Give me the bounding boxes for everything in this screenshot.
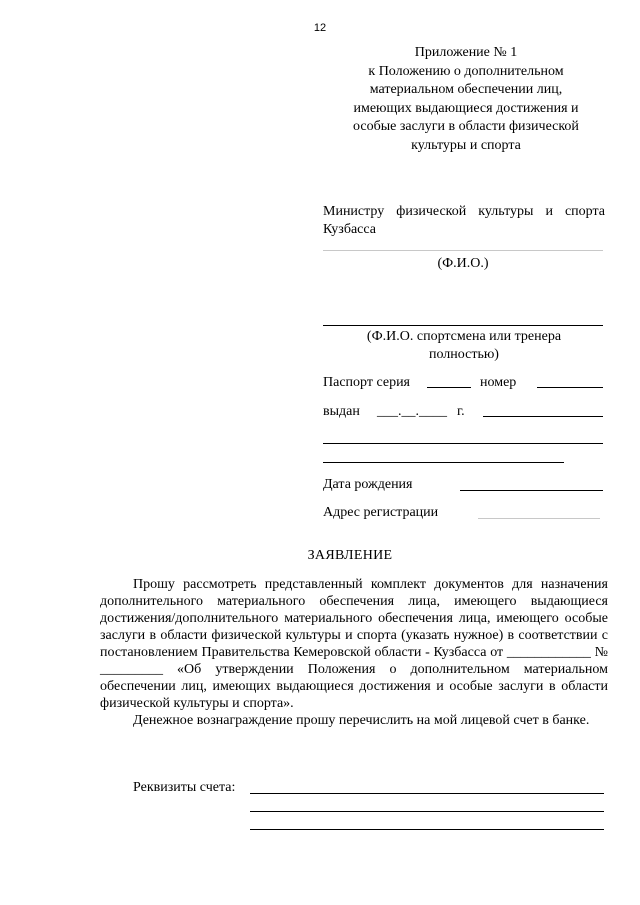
birth-date-label: Дата рождения <box>323 477 413 492</box>
page-number: 12 <box>313 22 327 34</box>
appendix-line: материальном обеспечении лиц, <box>369 82 563 97</box>
statement-title: ЗАЯВЛЕНИЕ <box>307 548 393 563</box>
applicant-fio-line[interactable] <box>323 325 603 326</box>
passport-series-field[interactable] <box>427 387 471 388</box>
applicant-fio-caption: (Ф.И.О. спортсмена или тренера полностью) <box>366 329 562 362</box>
addressee-text: Министру физической культуры и спорта Кузбасса <box>323 204 605 237</box>
statement-paragraph-2: Денежное вознаграждение прошу перечислить на мой лицевой счет в банке. <box>133 713 590 728</box>
issued-date-field[interactable]: ___.__.____ <box>377 404 447 419</box>
birth-date-field[interactable] <box>460 490 603 491</box>
addressee-fio-line[interactable] <box>323 250 603 251</box>
addressee-fio-caption: (Ф.И.О.) <box>437 256 489 271</box>
statement-paragraph-1: Прошу рассмотреть представленный комплект документов для назначения дополнительного материального обеспечения лица, имеющего выдающиеся достижения/дополнительного материального обеспечения лица, имеющего особые заслуги в области физической культуры и спорта (указать нужное) в соответствии с постановлением Правительства Кемеровской области - Кузбасса от ____________ № _________ «Об утверждении Положения о дополнительном материальном обеспечении лиц, имеющих выдающиеся достижения и особые заслуги в области физической культуры и спорта». <box>100 577 608 711</box>
requisites-line-1[interactable] <box>250 793 604 794</box>
issued-by-line-2[interactable] <box>323 462 564 463</box>
requisites-line-3[interactable] <box>250 829 604 830</box>
requisites-label: Реквизиты счета: <box>133 780 236 795</box>
appendix-line: к Положению о дополнительном <box>368 63 564 79</box>
passport-number-field[interactable] <box>537 387 603 388</box>
issued-by-line-1[interactable] <box>323 443 603 444</box>
passport-series-label: Паспорт серия <box>323 375 410 390</box>
passport-number-label: номер <box>480 375 517 390</box>
appendix-line: культуры и спорта <box>411 137 521 153</box>
issued-year-suffix: г. <box>457 404 465 419</box>
registration-address-label: Адрес регистрации <box>323 505 439 520</box>
appendix-header <box>330 44 602 155</box>
issued-label: выдан <box>323 404 360 419</box>
appendix-line: Приложение № 1 <box>414 45 518 60</box>
requisites-line-2[interactable] <box>250 811 604 812</box>
appendix-line: особые заслуги в области физической <box>353 119 579 134</box>
statement-body <box>100 576 608 729</box>
issued-by-field[interactable] <box>483 416 603 417</box>
appendix-line: имеющих выдающиеся достижения и <box>353 100 579 116</box>
registration-address-field[interactable] <box>478 518 600 519</box>
